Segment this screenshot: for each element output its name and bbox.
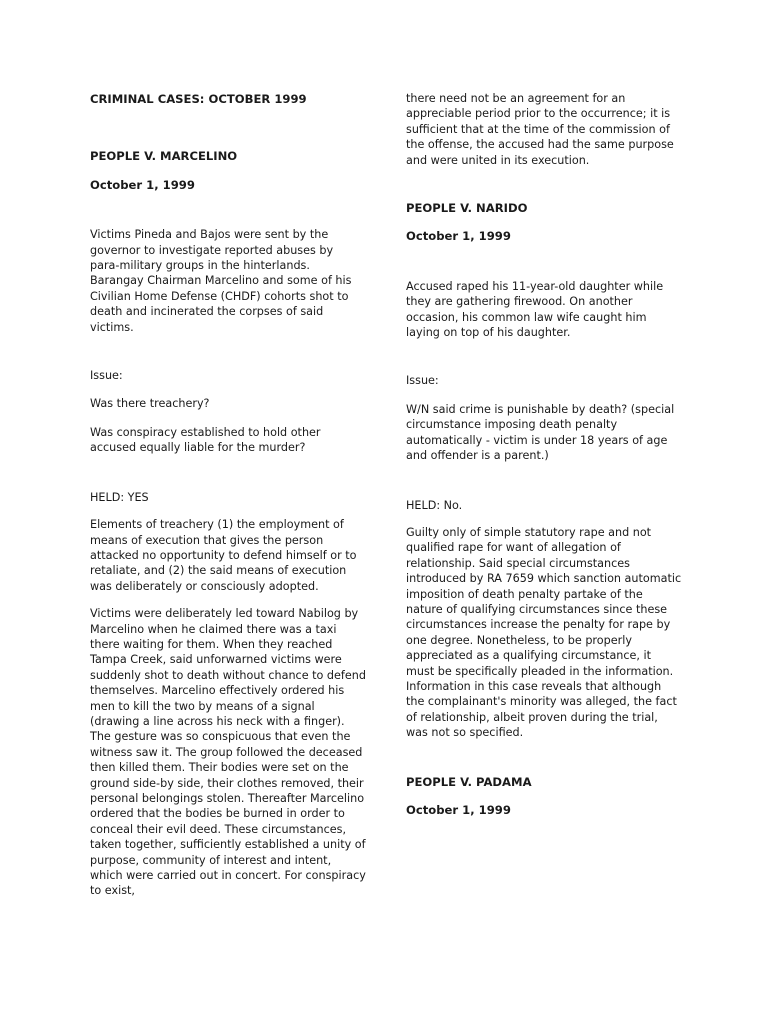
facts-marcelino: Victims Pineda and Bajos were sent by the governor to investigate reported abuses by para-military groups in the hinterlands. Barangay Chairman Marcelino and some of his Civilian Home Defense (CHDF) cohorts shot to death and incinerated the corpses of said victims. xyxy=(90,228,352,334)
held-p1-narido: Guilty only of simple statutory rape and not qualified rape for want of allegation of relationship. Said special circumstances introduced by RA 7659 which sanction automatic imposition of death penalty partake of the nature of qualifying circumstances since these circumstances increase the penalty for rape by one degree. Nonetheless, to be properly appreciated as a qualifying circumstance, it must be specifically pleaded in the information. Information in this case reveals that although the complainant's minority was alleged, the fact of relationship, albeit proven during the trial, was not so specified. xyxy=(406,525,682,740)
document-title: CRIMINAL CASES: OCTOBER 1999 xyxy=(90,92,307,106)
case-date-narido: October 1, 1999 xyxy=(406,229,511,244)
left-column xyxy=(90,92,366,899)
right-column xyxy=(406,91,682,818)
issue-label-narido: Issue: xyxy=(406,374,439,388)
held-narido: HELD: No. xyxy=(406,498,463,512)
case-title-padama: PEOPLE V. PADAMA xyxy=(406,774,532,789)
facts-narido: Accused raped his 11-year-old daughter while they are gathering firewood. On another occasion, his common law wife caught him laying on top of his daughter. xyxy=(406,279,664,340)
issue-label-marcelino: Issue: xyxy=(90,369,123,383)
case-title-narido: PEOPLE V. NARIDO xyxy=(406,201,528,216)
held-p2-marcelino: Victims were deliberately led toward Nabilog by Marcelino when he claimed there was a taxi there waiting for them. When they reached Tampa Creek, said unforwarned victims were suddenly shot to death without chance to defend themselves. Marcelino effectively ordered his men to kill the two by means of a signal (drawing a line across his neck with a finger). The gesture was so conspicuous that even the witness saw it. The group followed the deceased then killed them. Their bodies were set on the ground side-by side, their clothes removed, their personal belongings stolen. Thereafter Marcelino ordered that the bodies be burned in order to conceal their evil deed. These circumstances, taken together, sufficiently established a unity of purpose, community of interest and intent, which were carried out in concert. For conspiracy to exist, xyxy=(90,607,366,898)
held-marcelino: HELD: YES xyxy=(90,490,149,504)
case-date-padama: October 1, 1999 xyxy=(406,803,511,817)
case-date-marcelino: October 1, 1999 xyxy=(90,177,195,192)
continuation-text: there need not be an agreement for an appreciable period prior to the occurrence; it is sufficient that at the time of the commission of the offense, the accused had the same purpose and were united in its execution. xyxy=(406,92,674,167)
issue-1-marcelino: Was there treachery? xyxy=(90,397,210,411)
case-title-marcelino: PEOPLE V. MARCELINO xyxy=(90,149,238,164)
held-p1-marcelino: Elements of treachery (1) the employment of means of execution that gives the person attacked no opportunity to defend himself or to retaliate, and (2) the said means of execution was deliberately or consciously adopted. xyxy=(90,518,357,593)
issue-2-marcelino: Was conspiracy established to hold other accused equally liable for the murder? xyxy=(90,425,321,455)
issue-1-narido: W/N said crime is punishable by death? (special circumstance imposing death penalty automatically - victim is under 18 years of age and offender is a parent.) xyxy=(406,402,675,463)
